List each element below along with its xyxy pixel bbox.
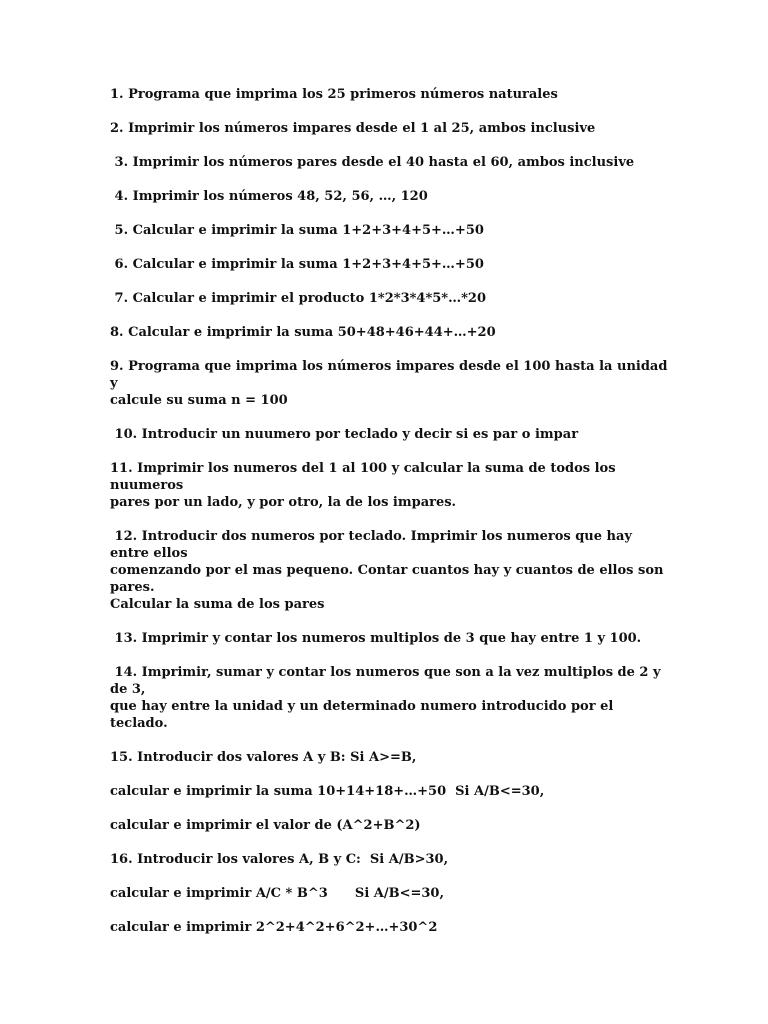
exercise-16-case-a: calcular e imprimir A/C * B^3 Si A/B<=30,	[110, 886, 445, 901]
exercise-11: 11. Imprimir los numeros del 1 al 100 y calcular la suma de todos los nuumeros pares por un lado, y por otro, la de los impares.	[110, 461, 616, 510]
exercise-14: 14. Imprimir, sumar y contar los numeros que son a la vez multiplos de 2 y de 3, que hay entre la unidad y un determinado numero introducido por el teclado.	[110, 665, 661, 731]
exercise-5: 5. Calcular e imprimir la suma 1+2+3+4+5+…+50	[110, 223, 484, 238]
exercise-16-case-b: calcular e imprimir 2^2+4^2+6^2+…+30^2	[110, 920, 438, 935]
exercise-1: 1. Programa que imprima los 25 primeros números naturales	[110, 87, 558, 102]
document-body	[110, 86, 670, 936]
exercise-13: 13. Imprimir y contar los numeros multiplos de 3 que hay entre 1 y 100.	[110, 631, 642, 646]
exercise-15: 15. Introducir dos valores A y B: Si A>=B,	[110, 750, 417, 765]
exercise-2: 2. Imprimir los números impares desde el 1 al 25, ambos inclusive	[110, 121, 596, 136]
exercise-3: 3. Imprimir los números pares desde el 40 hasta el 60, ambos inclusive	[110, 155, 635, 170]
exercise-7: 7. Calcular e imprimir el producto 1*2*3*4*5*…*20	[110, 291, 486, 306]
exercise-10: 10. Introducir un nuumero por teclado y decir si es par o impar	[110, 427, 579, 442]
exercise-9: 9. Programa que imprima los números impares desde el 100 hasta la unidad y calcule su suma n = 100	[110, 359, 668, 408]
exercise-15-case-b: calcular e imprimir el valor de (A^2+B^2)	[110, 818, 421, 833]
exercise-12: 12. Introducir dos numeros por teclado. Imprimir los numeros que hay entre ellos comenzando por el mas pequeno. Contar cuantos hay y cuantos de ellos son pares. Calcular la suma de los pares	[110, 529, 664, 612]
exercise-6: 6. Calcular e imprimir la suma 1+2+3+4+5+…+50	[110, 257, 484, 272]
exercise-8: 8. Calcular e imprimir la suma 50+48+46+44+…+20	[110, 325, 496, 340]
exercise-15-case-a: calcular e imprimir la suma 10+14+18+…+50 Si A/B<=30,	[110, 784, 545, 799]
exercise-16: 16. Introducir los valores A, B y C: Si A/B>30,	[110, 852, 449, 867]
exercise-4: 4. Imprimir los números 48, 52, 56, …, 120	[110, 189, 428, 204]
